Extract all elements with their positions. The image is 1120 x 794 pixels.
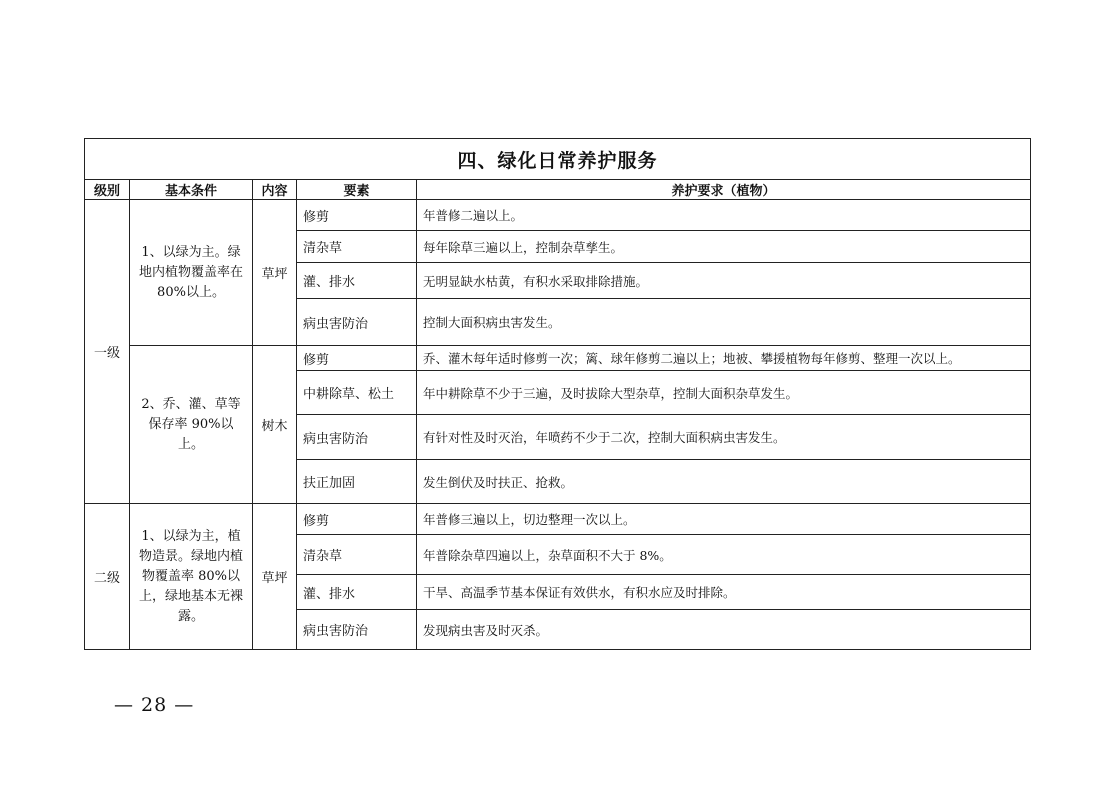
table-row xyxy=(85,200,1031,231)
element-cell: 病虫害防治 xyxy=(297,415,417,460)
element-cell: 修剪 xyxy=(297,200,417,231)
level-cell: 二级 xyxy=(85,504,130,650)
maintenance-standards-table xyxy=(84,138,1031,650)
content-cell: 草坪 xyxy=(253,504,297,650)
condition-cell: 1、以绿为主，植物造景。绿地内植物覆盖率 80%以上，绿地基本无裸露。 xyxy=(130,504,253,650)
level-cell: 一级 xyxy=(85,200,130,504)
requirement-cell: 年中耕除草不少于三遍，及时拔除大型杂草，控制大面积杂草发生。 xyxy=(417,371,1031,415)
table-row xyxy=(85,346,1031,371)
element-cell: 修剪 xyxy=(297,504,417,535)
requirement-cell: 干旱、高温季节基本保证有效供水，有积水应及时排除。 xyxy=(417,575,1031,610)
section-title: 四、绿化日常养护服务 xyxy=(85,139,1031,180)
element-cell: 病虫害防治 xyxy=(297,299,417,346)
element-cell: 中耕除草、松土 xyxy=(297,371,417,415)
element-cell: 灌、排水 xyxy=(297,263,417,299)
requirement-cell: 控制大面积病虫害发生。 xyxy=(417,299,1031,346)
element-cell: 扶正加固 xyxy=(297,460,417,504)
header-level: 级别 xyxy=(85,180,130,200)
header-content: 内容 xyxy=(253,180,297,200)
element-cell: 病虫害防治 xyxy=(297,610,417,650)
requirement-cell: 乔、灌木每年适时修剪一次；篱、球年修剪二遍以上；地被、攀援植物每年修剪、整理一次以上。 xyxy=(417,346,1031,371)
element-cell: 灌、排水 xyxy=(297,575,417,610)
header-element: 要素 xyxy=(297,180,417,200)
requirement-cell: 年普修三遍以上，切边整理一次以上。 xyxy=(417,504,1031,535)
requirement-cell: 发现病虫害及时灭杀。 xyxy=(417,610,1031,650)
content-cell: 草坪 xyxy=(253,200,297,346)
condition-cell: 1、以绿为主。绿地内植物覆盖率在 80%以上。 xyxy=(130,200,253,346)
content-cell: 树木 xyxy=(253,346,297,504)
requirement-cell: 发生倒伏及时扶正、抢救。 xyxy=(417,460,1031,504)
element-cell: 修剪 xyxy=(297,346,417,371)
table-row xyxy=(85,504,1031,535)
requirement-cell: 有针对性及时灭治，年喷药不少于二次，控制大面积病虫害发生。 xyxy=(417,415,1031,460)
requirement-cell: 无明显缺水枯黄，有积水采取排除措施。 xyxy=(417,263,1031,299)
page-number: — 28 — xyxy=(114,694,195,716)
header-requirement: 养护要求（植物） xyxy=(417,180,1031,200)
requirement-cell: 每年除草三遍以上，控制杂草孳生。 xyxy=(417,231,1031,263)
condition-cell: 2、乔、灌、草等保存率 90%以上。 xyxy=(130,346,253,504)
element-cell: 清杂草 xyxy=(297,535,417,575)
requirement-cell: 年普修二遍以上。 xyxy=(417,200,1031,231)
element-cell: 清杂草 xyxy=(297,231,417,263)
header-condition: 基本条件 xyxy=(130,180,253,200)
requirement-cell: 年普除杂草四遍以上，杂草面积不大于 8%。 xyxy=(417,535,1031,575)
